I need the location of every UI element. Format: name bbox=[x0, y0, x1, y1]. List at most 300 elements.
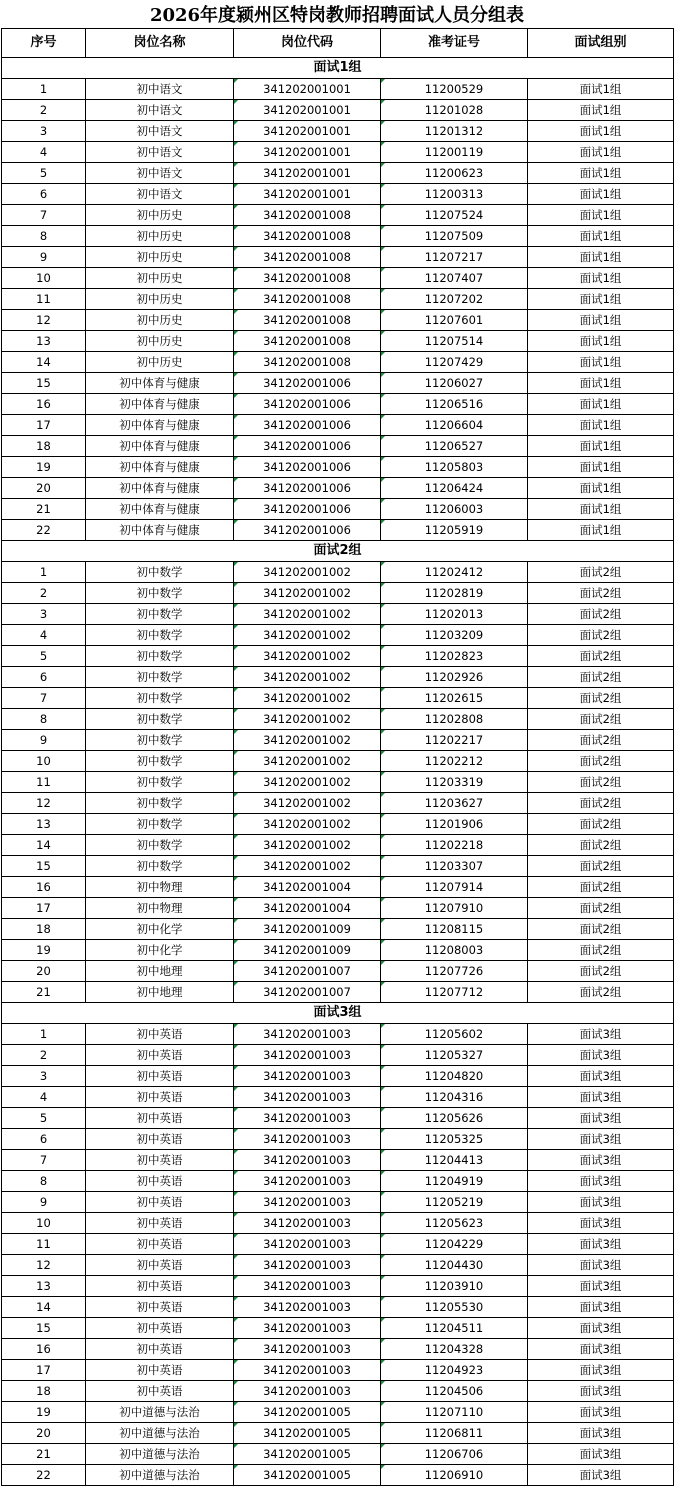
cell-interview-group: 面试3组 bbox=[528, 1150, 674, 1171]
cell-position-code: 341202001002 bbox=[234, 604, 381, 625]
table-body bbox=[2, 29, 674, 1486]
cell-interview-group: 面试1组 bbox=[528, 184, 674, 205]
cell-position-name: 初中数学 bbox=[86, 730, 234, 751]
cell-index: 20 bbox=[2, 1423, 86, 1444]
cell-position-code: 341202001003 bbox=[234, 1192, 381, 1213]
table-row bbox=[2, 499, 674, 520]
cell-exam-number: 11206706 bbox=[381, 1444, 528, 1465]
table-row bbox=[2, 457, 674, 478]
cell-position-name: 初中英语 bbox=[86, 1045, 234, 1066]
cell-exam-number: 11205602 bbox=[381, 1024, 528, 1045]
cell-interview-group: 面试3组 bbox=[528, 1465, 674, 1486]
cell-position-code: 341202001006 bbox=[234, 415, 381, 436]
cell-exam-number: 11204229 bbox=[381, 1234, 528, 1255]
cell-index: 2 bbox=[2, 583, 86, 604]
table-row bbox=[2, 1444, 674, 1465]
cell-position-name: 初中英语 bbox=[86, 1381, 234, 1402]
cell-exam-number: 11202926 bbox=[381, 667, 528, 688]
cell-interview-group: 面试1组 bbox=[528, 436, 674, 457]
cell-position-name: 初中英语 bbox=[86, 1150, 234, 1171]
cell-exam-number: 11207429 bbox=[381, 352, 528, 373]
cell-interview-group: 面试1组 bbox=[528, 142, 674, 163]
cell-index: 19 bbox=[2, 940, 86, 961]
cell-position-code: 341202001002 bbox=[234, 793, 381, 814]
cell-interview-group: 面试1组 bbox=[528, 373, 674, 394]
cell-position-name: 初中语文 bbox=[86, 142, 234, 163]
cell-index: 18 bbox=[2, 1381, 86, 1402]
table-row bbox=[2, 1150, 674, 1171]
cell-interview-group: 面试2组 bbox=[528, 982, 674, 1003]
table-row bbox=[2, 982, 674, 1003]
cell-position-code: 341202001002 bbox=[234, 646, 381, 667]
cell-index: 17 bbox=[2, 1360, 86, 1381]
cell-index: 14 bbox=[2, 1297, 86, 1318]
cell-interview-group: 面试3组 bbox=[528, 1045, 674, 1066]
group-header-row bbox=[2, 541, 674, 562]
cell-interview-group: 面试2组 bbox=[528, 961, 674, 982]
cell-exam-number: 11202808 bbox=[381, 709, 528, 730]
table-row bbox=[2, 877, 674, 898]
cell-index: 3 bbox=[2, 121, 86, 142]
table-row bbox=[2, 1108, 674, 1129]
cell-exam-number: 11203910 bbox=[381, 1276, 528, 1297]
cell-position-name: 初中数学 bbox=[86, 835, 234, 856]
table-row bbox=[2, 478, 674, 499]
cell-interview-group: 面试3组 bbox=[528, 1276, 674, 1297]
cell-interview-group: 面试3组 bbox=[528, 1381, 674, 1402]
table-row bbox=[2, 352, 674, 373]
cell-position-name: 初中体育与健康 bbox=[86, 415, 234, 436]
cell-index: 19 bbox=[2, 457, 86, 478]
table-row bbox=[2, 1066, 674, 1087]
table-row bbox=[2, 1423, 674, 1444]
cell-position-code: 341202001006 bbox=[234, 499, 381, 520]
cell-exam-number: 11205626 bbox=[381, 1108, 528, 1129]
cell-position-name: 初中历史 bbox=[86, 310, 234, 331]
cell-index: 6 bbox=[2, 184, 86, 205]
cell-index: 9 bbox=[2, 730, 86, 751]
table-row bbox=[2, 247, 674, 268]
cell-exam-number: 11207914 bbox=[381, 877, 528, 898]
cell-position-code: 341202001002 bbox=[234, 730, 381, 751]
cell-interview-group: 面试2组 bbox=[528, 625, 674, 646]
cell-position-code: 341202001003 bbox=[234, 1045, 381, 1066]
cell-position-code: 341202001004 bbox=[234, 898, 381, 919]
table-row bbox=[2, 1297, 674, 1318]
cell-index: 3 bbox=[2, 1066, 86, 1087]
cell-index: 4 bbox=[2, 625, 86, 646]
cell-position-code: 341202001002 bbox=[234, 751, 381, 772]
group-header-row bbox=[2, 1003, 674, 1024]
cell-interview-group: 面试2组 bbox=[528, 583, 674, 604]
cell-index: 13 bbox=[2, 331, 86, 352]
cell-position-name: 初中数学 bbox=[86, 772, 234, 793]
cell-exam-number: 11207910 bbox=[381, 898, 528, 919]
cell-position-name: 初中历史 bbox=[86, 247, 234, 268]
cell-exam-number: 11204820 bbox=[381, 1066, 528, 1087]
cell-position-code: 341202001002 bbox=[234, 814, 381, 835]
cell-index: 6 bbox=[2, 667, 86, 688]
cell-exam-number: 11205530 bbox=[381, 1297, 528, 1318]
cell-position-code: 341202001007 bbox=[234, 961, 381, 982]
cell-position-code: 341202001002 bbox=[234, 667, 381, 688]
cell-index: 19 bbox=[2, 1402, 86, 1423]
cell-interview-group: 面试1组 bbox=[528, 415, 674, 436]
cell-exam-number: 11207217 bbox=[381, 247, 528, 268]
cell-exam-number: 11202013 bbox=[381, 604, 528, 625]
cell-exam-number: 11206027 bbox=[381, 373, 528, 394]
cell-index: 11 bbox=[2, 289, 86, 310]
cell-exam-number: 11207524 bbox=[381, 205, 528, 226]
cell-exam-number: 11205327 bbox=[381, 1045, 528, 1066]
table-row bbox=[2, 142, 674, 163]
cell-interview-group: 面试2组 bbox=[528, 772, 674, 793]
cell-position-name: 初中数学 bbox=[86, 604, 234, 625]
cell-position-code: 341202001006 bbox=[234, 436, 381, 457]
cell-interview-group: 面试1组 bbox=[528, 247, 674, 268]
cell-interview-group: 面试1组 bbox=[528, 331, 674, 352]
cell-interview-group: 面试1组 bbox=[528, 478, 674, 499]
table-row bbox=[2, 289, 674, 310]
cell-exam-number: 11202217 bbox=[381, 730, 528, 751]
cell-index: 18 bbox=[2, 436, 86, 457]
cell-exam-number: 11200119 bbox=[381, 142, 528, 163]
cell-interview-group: 面试2组 bbox=[528, 730, 674, 751]
cell-position-name: 初中物理 bbox=[86, 898, 234, 919]
interview-group-table bbox=[1, 28, 674, 1486]
cell-exam-number: 11203209 bbox=[381, 625, 528, 646]
cell-position-code: 341202001008 bbox=[234, 205, 381, 226]
cell-position-name: 初中体育与健康 bbox=[86, 499, 234, 520]
cell-exam-number: 11200313 bbox=[381, 184, 528, 205]
table-row bbox=[2, 898, 674, 919]
table-row bbox=[2, 583, 674, 604]
cell-exam-number: 11201906 bbox=[381, 814, 528, 835]
cell-index: 21 bbox=[2, 1444, 86, 1465]
cell-index: 8 bbox=[2, 709, 86, 730]
cell-index: 16 bbox=[2, 1339, 86, 1360]
cell-index: 16 bbox=[2, 877, 86, 898]
cell-index: 1 bbox=[2, 562, 86, 583]
cell-position-code: 341202001003 bbox=[234, 1171, 381, 1192]
table-row bbox=[2, 520, 674, 541]
cell-position-name: 初中数学 bbox=[86, 814, 234, 835]
cell-position-name: 初中物理 bbox=[86, 877, 234, 898]
cell-exam-number: 11204430 bbox=[381, 1255, 528, 1276]
table-row bbox=[2, 835, 674, 856]
cell-index: 4 bbox=[2, 142, 86, 163]
cell-position-name: 初中历史 bbox=[86, 352, 234, 373]
cell-index: 15 bbox=[2, 1318, 86, 1339]
cell-interview-group: 面试1组 bbox=[528, 289, 674, 310]
cell-exam-number: 11201028 bbox=[381, 100, 528, 121]
cell-exam-number: 11208115 bbox=[381, 919, 528, 940]
table-row bbox=[2, 1381, 674, 1402]
cell-index: 17 bbox=[2, 415, 86, 436]
cell-index: 9 bbox=[2, 247, 86, 268]
cell-position-code: 341202001006 bbox=[234, 394, 381, 415]
cell-position-name: 初中英语 bbox=[86, 1087, 234, 1108]
table-row bbox=[2, 205, 674, 226]
cell-index: 1 bbox=[2, 1024, 86, 1045]
cell-exam-number: 11205919 bbox=[381, 520, 528, 541]
table-row bbox=[2, 1318, 674, 1339]
table-row bbox=[2, 1402, 674, 1423]
cell-position-name: 初中语文 bbox=[86, 184, 234, 205]
cell-interview-group: 面试3组 bbox=[528, 1108, 674, 1129]
page-title: 2026年度颍州区特岗教师招聘面试人员分组表 bbox=[149, 5, 525, 26]
cell-exam-number: 11203307 bbox=[381, 856, 528, 877]
cell-position-name: 初中体育与健康 bbox=[86, 436, 234, 457]
cell-position-name: 初中英语 bbox=[86, 1318, 234, 1339]
cell-position-name: 初中历史 bbox=[86, 268, 234, 289]
cell-index: 2 bbox=[2, 100, 86, 121]
cell-position-code: 341202001005 bbox=[234, 1465, 381, 1486]
cell-position-name: 初中道德与法治 bbox=[86, 1423, 234, 1444]
cell-interview-group: 面试3组 bbox=[528, 1213, 674, 1234]
cell-position-code: 341202001002 bbox=[234, 625, 381, 646]
cell-position-name: 初中数学 bbox=[86, 709, 234, 730]
table-row bbox=[2, 1024, 674, 1045]
cell-interview-group: 面试3组 bbox=[528, 1087, 674, 1108]
cell-position-name: 初中道德与法治 bbox=[86, 1465, 234, 1486]
cell-exam-number: 11207726 bbox=[381, 961, 528, 982]
cell-interview-group: 面试3组 bbox=[528, 1423, 674, 1444]
cell-interview-group: 面试3组 bbox=[528, 1444, 674, 1465]
cell-position-name: 初中历史 bbox=[86, 205, 234, 226]
table-row bbox=[2, 772, 674, 793]
table-row bbox=[2, 1276, 674, 1297]
cell-index: 5 bbox=[2, 646, 86, 667]
group-label: 面试1组 bbox=[2, 58, 674, 79]
cell-position-code: 341202001006 bbox=[234, 520, 381, 541]
table-row bbox=[2, 1192, 674, 1213]
cell-exam-number: 11204413 bbox=[381, 1150, 528, 1171]
cell-position-name: 初中英语 bbox=[86, 1360, 234, 1381]
cell-index: 10 bbox=[2, 1213, 86, 1234]
cell-position-name: 初中数学 bbox=[86, 625, 234, 646]
table-row bbox=[2, 1045, 674, 1066]
cell-exam-number: 11207407 bbox=[381, 268, 528, 289]
cell-index: 14 bbox=[2, 835, 86, 856]
cell-position-name: 初中化学 bbox=[86, 919, 234, 940]
cell-exam-number: 11202218 bbox=[381, 835, 528, 856]
cell-interview-group: 面试3组 bbox=[528, 1234, 674, 1255]
cell-position-name: 初中历史 bbox=[86, 289, 234, 310]
cell-position-name: 初中数学 bbox=[86, 667, 234, 688]
table-row bbox=[2, 919, 674, 940]
cell-position-code: 341202001009 bbox=[234, 940, 381, 961]
table-row bbox=[2, 688, 674, 709]
cell-position-code: 341202001001 bbox=[234, 163, 381, 184]
col-header-position-code: 岗位代码 bbox=[234, 29, 381, 58]
cell-index: 13 bbox=[2, 1276, 86, 1297]
cell-position-code: 341202001003 bbox=[234, 1087, 381, 1108]
cell-position-code: 341202001008 bbox=[234, 226, 381, 247]
cell-index: 15 bbox=[2, 373, 86, 394]
cell-interview-group: 面试2组 bbox=[528, 898, 674, 919]
group-label: 面试3组 bbox=[2, 1003, 674, 1024]
table-row bbox=[2, 1234, 674, 1255]
cell-index: 22 bbox=[2, 520, 86, 541]
cell-index: 13 bbox=[2, 814, 86, 835]
cell-exam-number: 11207110 bbox=[381, 1402, 528, 1423]
table-row bbox=[2, 394, 674, 415]
cell-position-name: 初中英语 bbox=[86, 1066, 234, 1087]
cell-interview-group: 面试2组 bbox=[528, 814, 674, 835]
cell-index: 21 bbox=[2, 499, 86, 520]
cell-interview-group: 面试1组 bbox=[528, 100, 674, 121]
cell-exam-number: 11206811 bbox=[381, 1423, 528, 1444]
col-header-exam-number: 准考证号 bbox=[381, 29, 528, 58]
cell-index: 6 bbox=[2, 1129, 86, 1150]
cell-position-name: 初中数学 bbox=[86, 583, 234, 604]
cell-exam-number: 11200529 bbox=[381, 79, 528, 100]
table-row bbox=[2, 730, 674, 751]
cell-exam-number: 11208003 bbox=[381, 940, 528, 961]
cell-position-code: 341202001005 bbox=[234, 1423, 381, 1444]
cell-exam-number: 11206604 bbox=[381, 415, 528, 436]
cell-position-name: 初中体育与健康 bbox=[86, 373, 234, 394]
cell-index: 12 bbox=[2, 793, 86, 814]
table-row bbox=[2, 751, 674, 772]
table-row bbox=[2, 184, 674, 205]
cell-position-name: 初中英语 bbox=[86, 1255, 234, 1276]
cell-index: 18 bbox=[2, 919, 86, 940]
cell-interview-group: 面试2组 bbox=[528, 709, 674, 730]
cell-index: 7 bbox=[2, 1150, 86, 1171]
cell-position-code: 341202001003 bbox=[234, 1129, 381, 1150]
cell-position-code: 341202001001 bbox=[234, 100, 381, 121]
cell-interview-group: 面试2组 bbox=[528, 688, 674, 709]
cell-position-code: 341202001003 bbox=[234, 1234, 381, 1255]
cell-position-code: 341202001003 bbox=[234, 1276, 381, 1297]
cell-position-name: 初中数学 bbox=[86, 688, 234, 709]
cell-exam-number: 11205623 bbox=[381, 1213, 528, 1234]
cell-exam-number: 11207712 bbox=[381, 982, 528, 1003]
cell-position-name: 初中数学 bbox=[86, 751, 234, 772]
cell-position-code: 341202001007 bbox=[234, 982, 381, 1003]
cell-interview-group: 面试2组 bbox=[528, 856, 674, 877]
cell-interview-group: 面试1组 bbox=[528, 121, 674, 142]
cell-position-name: 初中英语 bbox=[86, 1339, 234, 1360]
cell-interview-group: 面试2组 bbox=[528, 793, 674, 814]
cell-position-name: 初中地理 bbox=[86, 982, 234, 1003]
cell-interview-group: 面试3组 bbox=[528, 1360, 674, 1381]
cell-position-code: 341202001002 bbox=[234, 835, 381, 856]
cell-position-code: 341202001001 bbox=[234, 121, 381, 142]
cell-position-code: 341202001008 bbox=[234, 331, 381, 352]
cell-exam-number: 11203627 bbox=[381, 793, 528, 814]
cell-exam-number: 11202412 bbox=[381, 562, 528, 583]
table-row bbox=[2, 1213, 674, 1234]
cell-index: 11 bbox=[2, 772, 86, 793]
cell-position-name: 初中化学 bbox=[86, 940, 234, 961]
cell-exam-number: 11206003 bbox=[381, 499, 528, 520]
table-row bbox=[2, 1129, 674, 1150]
cell-exam-number: 11202615 bbox=[381, 688, 528, 709]
cell-exam-number: 11206910 bbox=[381, 1465, 528, 1486]
cell-exam-number: 11205219 bbox=[381, 1192, 528, 1213]
cell-interview-group: 面试3组 bbox=[528, 1318, 674, 1339]
cell-interview-group: 面试3组 bbox=[528, 1024, 674, 1045]
cell-exam-number: 11204923 bbox=[381, 1360, 528, 1381]
cell-interview-group: 面试1组 bbox=[528, 268, 674, 289]
cell-position-name: 初中数学 bbox=[86, 562, 234, 583]
table-row bbox=[2, 121, 674, 142]
cell-position-name: 初中语文 bbox=[86, 163, 234, 184]
cell-interview-group: 面试2组 bbox=[528, 667, 674, 688]
cell-position-name: 初中体育与健康 bbox=[86, 457, 234, 478]
cell-index: 7 bbox=[2, 688, 86, 709]
cell-index: 21 bbox=[2, 982, 86, 1003]
table-row bbox=[2, 814, 674, 835]
cell-position-code: 341202001008 bbox=[234, 352, 381, 373]
table-row bbox=[2, 562, 674, 583]
cell-position-name: 初中英语 bbox=[86, 1192, 234, 1213]
col-header-interview-group: 面试组别 bbox=[528, 29, 674, 58]
cell-position-code: 341202001002 bbox=[234, 772, 381, 793]
table-row bbox=[2, 667, 674, 688]
cell-position-name: 初中英语 bbox=[86, 1276, 234, 1297]
cell-position-code: 341202001003 bbox=[234, 1318, 381, 1339]
cell-position-name: 初中道德与法治 bbox=[86, 1402, 234, 1423]
cell-exam-number: 11204506 bbox=[381, 1381, 528, 1402]
cell-interview-group: 面试3组 bbox=[528, 1402, 674, 1423]
cell-position-name: 初中英语 bbox=[86, 1129, 234, 1150]
cell-index: 8 bbox=[2, 1171, 86, 1192]
cell-index: 20 bbox=[2, 478, 86, 499]
cell-position-code: 341202001008 bbox=[234, 289, 381, 310]
cell-index: 12 bbox=[2, 310, 86, 331]
cell-index: 8 bbox=[2, 226, 86, 247]
col-header-index: 序号 bbox=[2, 29, 86, 58]
cell-position-code: 341202001003 bbox=[234, 1297, 381, 1318]
table-row bbox=[2, 709, 674, 730]
cell-interview-group: 面试1组 bbox=[528, 79, 674, 100]
cell-exam-number: 11201312 bbox=[381, 121, 528, 142]
table-row bbox=[2, 961, 674, 982]
header-row bbox=[2, 29, 674, 58]
cell-interview-group: 面试1组 bbox=[528, 205, 674, 226]
cell-position-code: 341202001003 bbox=[234, 1066, 381, 1087]
cell-interview-group: 面试1组 bbox=[528, 499, 674, 520]
cell-position-name: 初中体育与健康 bbox=[86, 520, 234, 541]
cell-position-name: 初中道德与法治 bbox=[86, 1444, 234, 1465]
table-row bbox=[2, 163, 674, 184]
cell-interview-group: 面试1组 bbox=[528, 310, 674, 331]
cell-exam-number: 11206516 bbox=[381, 394, 528, 415]
cell-exam-number: 11204328 bbox=[381, 1339, 528, 1360]
cell-index: 5 bbox=[2, 1108, 86, 1129]
cell-position-name: 初中地理 bbox=[86, 961, 234, 982]
cell-exam-number: 11207509 bbox=[381, 226, 528, 247]
cell-position-name: 初中英语 bbox=[86, 1297, 234, 1318]
cell-position-name: 初中体育与健康 bbox=[86, 478, 234, 499]
table-row bbox=[2, 1360, 674, 1381]
group-label: 面试2组 bbox=[2, 541, 674, 562]
table-row bbox=[2, 415, 674, 436]
cell-position-name: 初中数学 bbox=[86, 793, 234, 814]
cell-interview-group: 面试2组 bbox=[528, 646, 674, 667]
cell-index: 14 bbox=[2, 352, 86, 373]
table-row bbox=[2, 1171, 674, 1192]
table-row bbox=[2, 331, 674, 352]
cell-interview-group: 面试2组 bbox=[528, 751, 674, 772]
cell-position-code: 341202001003 bbox=[234, 1213, 381, 1234]
cell-position-code: 341202001003 bbox=[234, 1108, 381, 1129]
cell-interview-group: 面试1组 bbox=[528, 457, 674, 478]
